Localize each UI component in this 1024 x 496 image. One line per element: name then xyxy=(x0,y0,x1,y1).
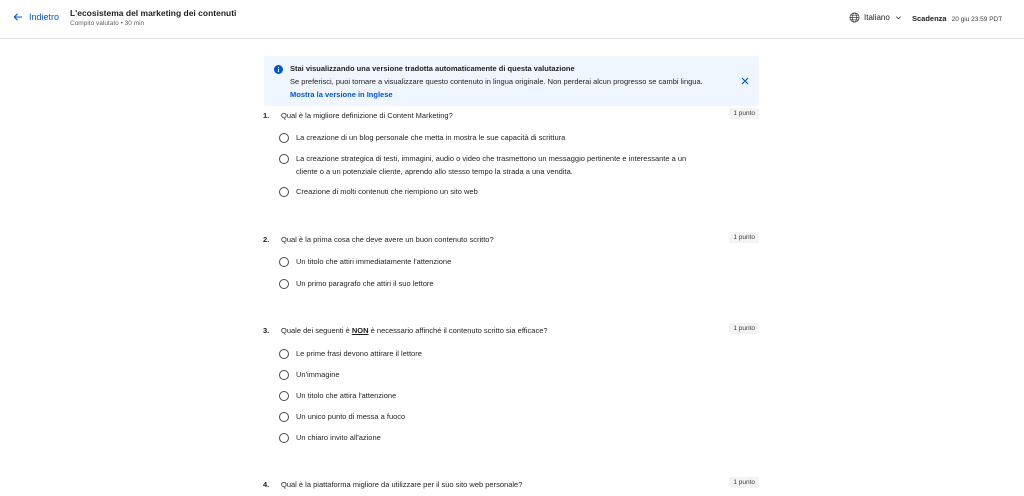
deadline-value: 20 giu 23:59 PDT xyxy=(951,16,1003,23)
option-2-2[interactable] xyxy=(279,279,434,290)
question-text-after: è necessario affinché il contenuto scritto sia efficace? xyxy=(368,326,548,335)
radio-button[interactable] xyxy=(279,279,289,289)
question-text: Qual è la prima cosa che deve avere un buon contenuto scritto? xyxy=(281,235,494,244)
radio-button[interactable] xyxy=(279,370,289,380)
option-label: La creazione strategica di testi, immagini, audio o video che trasmettono un messaggio pertinente e interessante a un cliente o a un potenziale cliente, aprendo allo stesso tempo la strada a una vendita. xyxy=(296,154,687,176)
radio-button[interactable] xyxy=(279,133,289,143)
question-number: 4. xyxy=(263,480,270,489)
radio-button[interactable] xyxy=(279,187,289,197)
back-label: Indietro xyxy=(29,12,60,22)
option-3-3[interactable] xyxy=(279,391,396,402)
points-badge: 1 punto xyxy=(729,232,759,243)
back-button[interactable] xyxy=(13,12,59,22)
option-3-1[interactable] xyxy=(279,349,422,360)
option-label: Creazione di molti contenuti che riempiono un sito web xyxy=(296,187,478,196)
top-bar xyxy=(0,0,1024,39)
question-number: 3. xyxy=(263,326,270,335)
question-text: Qual è la migliore definizione di Content Marketing? xyxy=(281,111,453,120)
notice-body xyxy=(290,76,720,101)
page-title-block xyxy=(70,8,236,27)
globe-icon xyxy=(849,12,860,23)
question-text-emphasis: NON xyxy=(351,326,369,335)
option-label: Un titolo che attiri immediatamente l'attenzione xyxy=(296,257,452,266)
question-text: Qual è la piattaforma migliore da utilizzare per il suo sito web personale? xyxy=(281,480,523,489)
points-badge: 1 punto xyxy=(729,477,759,488)
option-label: La creazione di un blog personale che metta in mostra le sue capacità di scrittura xyxy=(296,133,566,142)
option-label: Un'immagine xyxy=(296,370,340,379)
radio-button[interactable] xyxy=(279,257,289,267)
option-3-2[interactable] xyxy=(279,370,340,381)
option-3-5[interactable] xyxy=(279,433,381,444)
option-1-3[interactable] xyxy=(279,187,478,198)
page-title: L'ecosistema del marketing dei contenuti xyxy=(70,8,237,18)
close-icon[interactable] xyxy=(740,76,750,86)
radio-button[interactable] xyxy=(279,154,289,164)
language-label: Italiano xyxy=(864,13,890,22)
option-label: Un titolo che attira l'attenzione xyxy=(296,391,397,400)
chevron-down-icon xyxy=(895,14,902,21)
show-original-link[interactable]: Mostra la versione in Inglese xyxy=(290,89,393,99)
language-selector[interactable] xyxy=(849,12,902,23)
radio-button[interactable] xyxy=(279,391,289,401)
option-1-2[interactable] xyxy=(279,154,696,178)
info-icon xyxy=(274,65,283,74)
notice-text: Se preferisci, puoi tornare a visualizzare questo contenuto in lingua originale. Non perderai alcun progresso se cambi lingua. xyxy=(290,77,703,86)
translation-notice xyxy=(264,56,759,106)
option-label: Un primo paragrafo che attiri il suo lettore xyxy=(296,279,434,288)
deadline xyxy=(912,14,1002,23)
option-3-4[interactable] xyxy=(279,412,405,423)
option-1-1[interactable] xyxy=(279,133,565,144)
points-badge: 1 punto xyxy=(729,323,759,334)
question-number: 2. xyxy=(263,235,270,244)
radio-button[interactable] xyxy=(279,433,289,443)
points-badge: 1 punto xyxy=(729,108,759,119)
option-label: Le prime frasi devono attirare il lettore xyxy=(296,349,422,358)
deadline-label: Scadenza xyxy=(912,14,947,23)
question-text-before: Quale dei seguenti è xyxy=(281,326,352,335)
radio-button[interactable] xyxy=(279,412,289,422)
question-text xyxy=(281,326,548,335)
notice-title: Stai visualizzando una versione tradotta automaticamente di questa valutazione xyxy=(290,64,575,73)
option-2-1[interactable] xyxy=(279,257,451,268)
question-number: 1. xyxy=(263,111,270,120)
arrow-left-icon xyxy=(13,12,23,22)
page-subtitle: Compito valutato • 30 min xyxy=(70,20,145,27)
radio-button[interactable] xyxy=(279,349,289,359)
option-label: Un chiaro invito all'azione xyxy=(296,433,381,442)
option-label: Un unico punto di messa a fuoco xyxy=(296,412,406,421)
